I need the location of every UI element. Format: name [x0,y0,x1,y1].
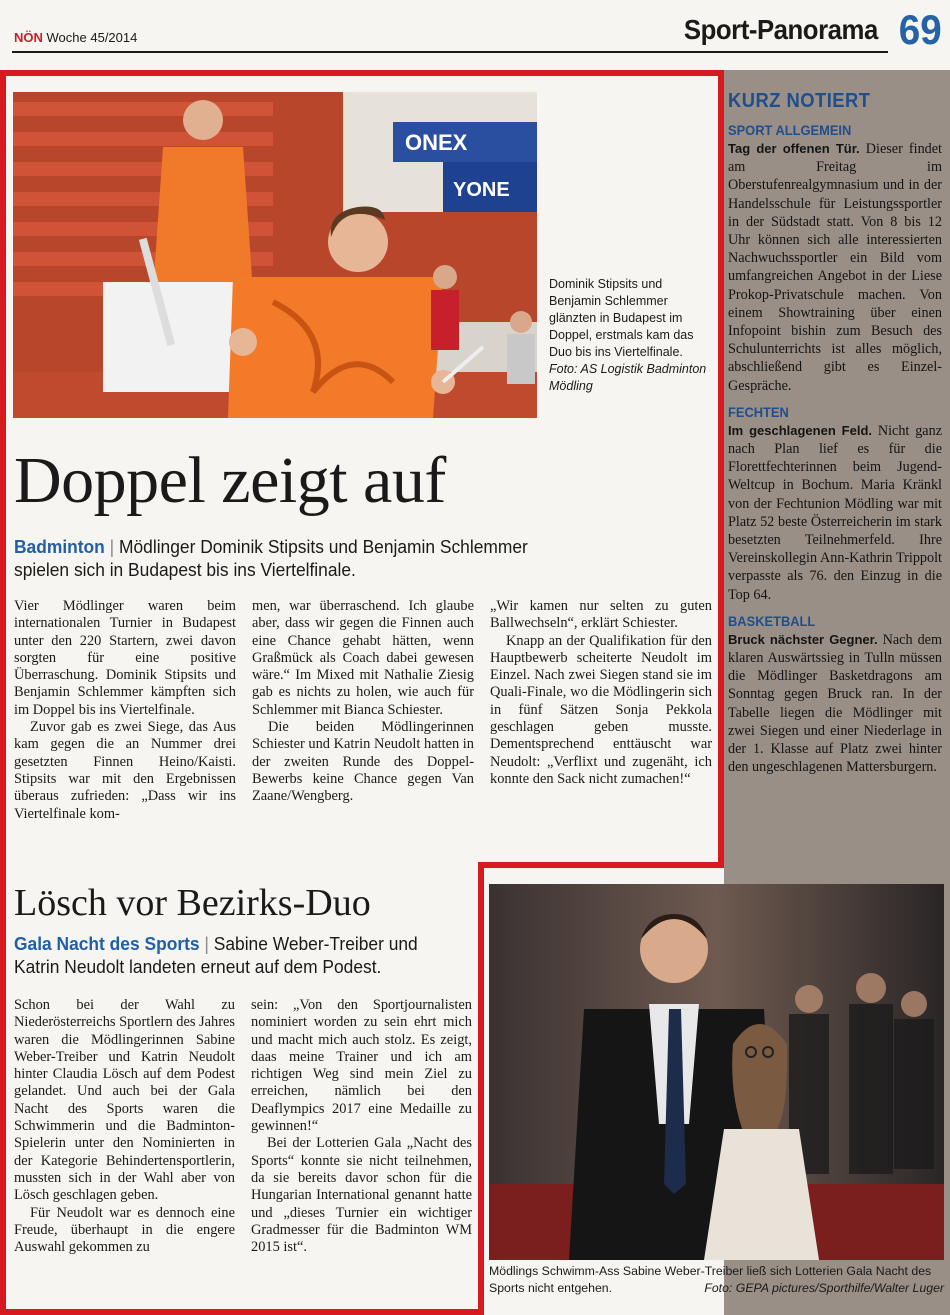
sidebar-category: FECHTEN [728,403,789,420]
sidebar-item-lead: Bruck nächster Gegner. [728,631,878,647]
deck-text: Mödlinger Dominik Stipsits und Benjamin Schlemmer spielen sich in Budapest bis ins Viertelfinale. [14,536,528,580]
paragraph: „Wir kamen nur selten zu guten Ballwechseln“, erklärt Schiester. [490,598,712,632]
highlight-frame-top [0,70,724,76]
paragraph: Zuvor gab es zwei Siege, das Aus kam gegen die an Nummer drei gesetzten Finnen Heino/Kaisti. Stipsits war mit den Ergebnissen überaus zufrieden: „Dass wir ins Viertelfinale kom- [14,719,236,822]
sidebar-item-body: Nicht ganz nach Plan lief es für die Florettfechterinnen beim Jugend-Weltcup in Bochum. Maria Kränkl von der Fechtunion Mödling war mit Platz 52 beste Österreicherin im stark besetzten Teilnehmerfeld. Ihre Vereinskollegin Ann-Kathrin Trippolt verpasste als 76. den Einzug in die Top 64. [728,422,942,603]
sidebar-category: SPORT ALLGEMEIN [728,122,852,138]
paragraph: Vier Mödlinger waren beim internationalen Turnier in Budapest unter den 220 Startern, zwei davon sorgten für eine positive Überraschung. Dominik Stipsits und Benjamin Schlemmer kämpften sich im Doppel bis ins Viertelfinale. [14,598,236,718]
photo-credit: Foto: AS Logistik Badminton Mödling [549,362,707,393]
header-rule [12,51,888,53]
photo-caption [549,276,713,395]
sidebar-item-body: Dieser findet am Freitag im Oberstufenrealgymnasium und in der Handelsschule für Leistungssportler in der Südstadt statt. Von 8 bis 12 Uhr können sich alle interessierten Nachwuchssportler ein Bild vom umfangreichen Angebot in der Liese Prokop-Privatschule machen. Von einem Showtraining über einen Infopoint bishin zum Besuch des Schulunterrichts ist alles möglich, abschließend gibt es Einzel-Gespräche. [728,141,942,394]
article-body [14,997,472,1256]
body-column [14,997,235,1256]
paragraph: Für Neudolt war es dennoch eine Freude, überhaupt in die engere Auswahl gekommen zu [14,1204,235,1256]
paragraph: sein: „Von den Sportjournalisten nominiert worden zu sein ehrt mich und macht mich auch stolz. Es zeigt, daas meine Trainer und ich am richtigen Weg sind mein Ziel zu erreichen, nämlich bei den Deaflympics 2017 eine Medaille zu gewinnen!“ [251,997,472,1135]
highlight-frame-left [0,70,6,1315]
brand-name: NÖN [14,30,43,45]
gala-photo [489,884,944,1260]
photo-credit: Foto: GEPA pictures/Sporthilfe/Walter Luger [704,1281,944,1295]
body-column [14,598,236,823]
topic-separator: | [204,933,209,954]
photo-caption [489,1263,944,1297]
topic-label: Badminton [14,536,105,557]
sidebar-title: KURZ NOTIERT [728,90,871,112]
badminton-photo [13,92,537,418]
article-headline: Doppel zeigt auf [14,444,446,517]
paragraph: Knapp an der Qualifikation für den Hauptbewerb scheiterte Neudolt im Einzel. Nach zwei Siegen stand sie im Quali-Finale, wo die Mödlingerin sich in fünf Sätzen Sonja Pekkola geschlagen geben musste. Dementsprechend enttäuscht war Neudolt: „Verflixt und zugenäht, ich konnte den Sack nicht zumachen!“ [490,632,712,787]
body-column [490,598,712,823]
caption-text: Dominik Stipsits und Benjamin Schlemmer glänzten in Budapest im Doppel, erstmals kam das Duo bis ins Viertelfinale. [549,277,694,359]
highlight-frame-right-lower [478,862,484,1315]
body-column [251,997,472,1256]
page-number: 69 [899,6,942,53]
paragraph: Schon bei der Wahl zu Niederösterreichs Sportlern des Jahres waren die Mödlingerinnen Sabine Weber-Treiber und Katrin Neudolt hinter Claudia Lösch auf dem Podest gelandet. Und auch bei der Gala Nacht des Sports waren die Schwimmerin und die Badminton-Spielerin unter den Nominierten in der Kategorie Behindertensportlerin, mussten sich in der Wahl aber von Lösch geschlagen geben. [14,997,235,1204]
highlight-frame-bottom [0,1309,484,1315]
section-title: Sport-Panorama [684,14,878,45]
paragraph: Bei der Lotterien Gala „Nacht des Sports“ konnte sie nicht teilnehmen, da sie bereits davor schon für die Hungarian International genannt hatte und „dieses Turnier ein wichtiger Gradmesser für die Badminton WM 2015 ist“. [251,1135,472,1256]
sidebar-item-lead: Im geschlagenen Feld. [728,422,873,438]
article-deck [14,932,465,978]
sidebar-item-body: Nach dem klaren Auswärtssieg in Tulln müssen die Mödlinger Basketdragons am Sonntag gegen Bruck ran. In der Tabelle liegen die Mödlinger mit zwei Siegen und einer Niederlage in der 1. Klasse auf Platz zwei hinter den ungeschlagenen Mattersburgern. [728,631,942,776]
topic-label: Gala Nacht des Sports [14,933,200,954]
paragraph: men, war überraschend. Ich glaube aber, dass wir gegen die Finnen auch eine Chance gehabt hätten, wenn Graßmück als Coach dabei gewesen wäre.“ Im Mixed mit Nathalie Ziesig gab es nichts zu holen, wie auch für Schlemmer mit Bianca Schiester. [252,598,474,718]
gala-illustration [489,884,944,1260]
article-body [14,598,712,823]
highlight-frame-step [478,862,724,868]
caption-text: Mödlings Schwimm-Ass Sabine Weber-Treiber ließ sich Lotterien Gala Nacht des Sports nicht entgehen. [489,1264,932,1295]
sidebar-item-text [728,140,942,395]
paragraph: Die beiden Mödlingerinnen Schiester und Katrin Neudolt hatten in der zweiten Runde des Doppel-Bewerbs keine Chance gegen Van Zaane/Wengberg. [252,719,474,805]
topic-separator: | [109,536,115,557]
sidebar-category: BASKETBALL [728,612,816,629]
badminton-illustration [13,92,537,418]
body-column [252,598,474,823]
article-headline: Lösch vor Bezirks-Duo [14,882,371,924]
issue-label: Woche 45/2014 [46,30,138,45]
article-deck [14,535,578,581]
sidebar-item-text [728,631,942,777]
publication-issue [14,30,137,45]
deck-text: Sabine Weber-Treiber und Katrin Neudolt landeten erneut auf dem Podest. [14,933,418,977]
sponsor-text-2: YONE [453,179,510,201]
sidebar-item-lead: Tag der offenen Tür. [728,141,860,156]
sponsor-text: ONEX [405,130,468,155]
sidebar-item-text [728,422,942,604]
